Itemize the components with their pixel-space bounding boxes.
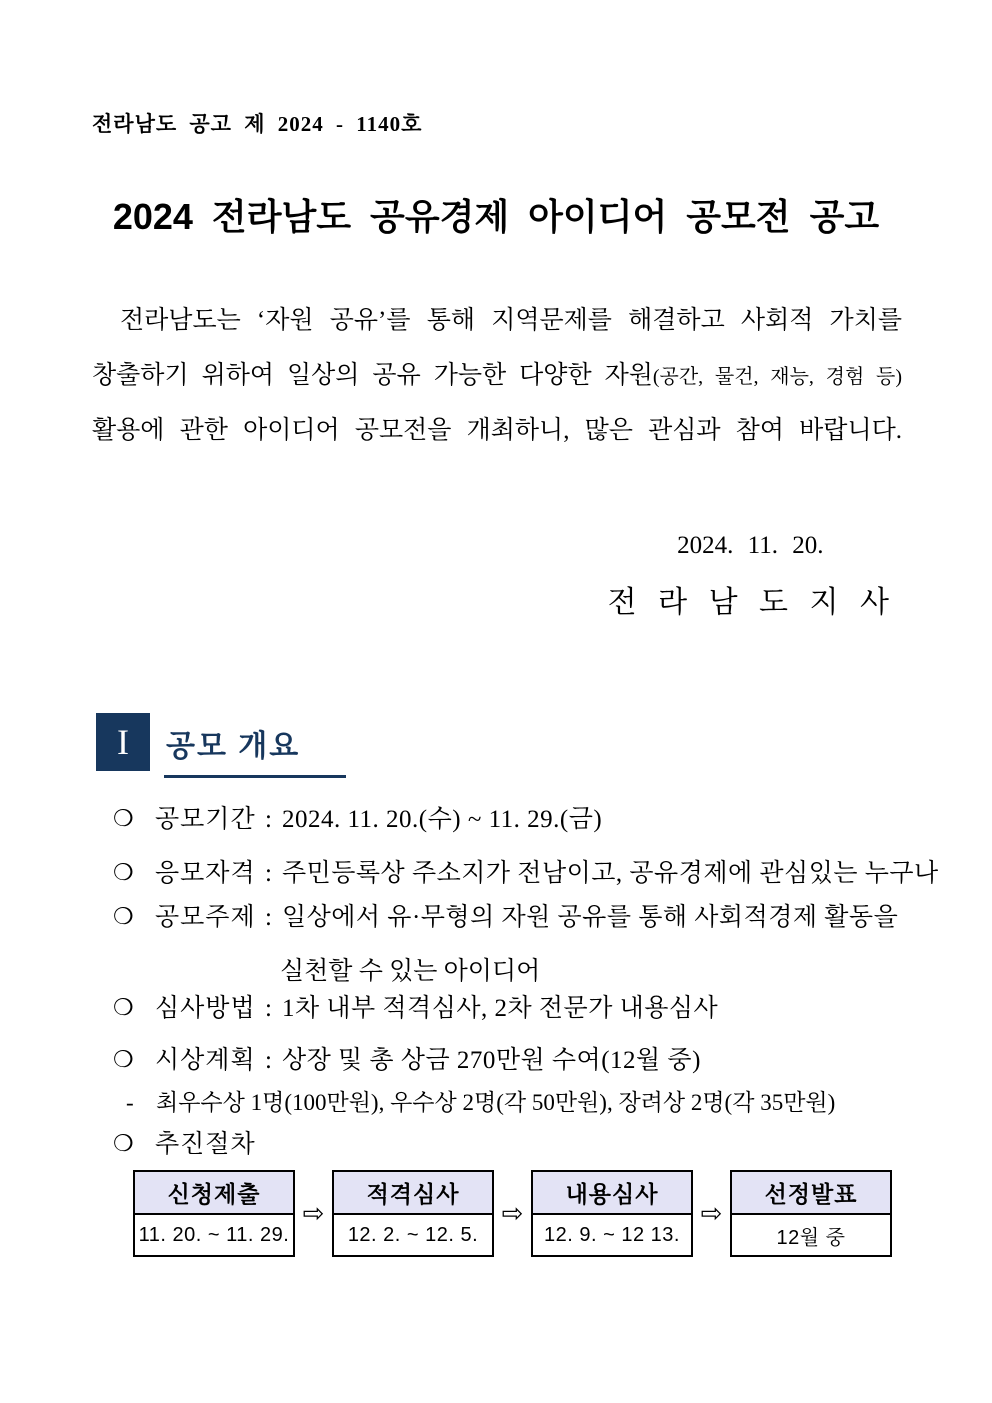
intro-line-2-paren: (공간, 물건, 재능, 경험 등) <box>652 366 902 388</box>
announcement-date: 2024. 11. 20. <box>677 532 824 559</box>
bullet-value: 주민등록상 주소지가 전남이고, 공유경제에 관심있는 누구나 <box>281 860 939 887</box>
intro-paragraph <box>92 293 902 458</box>
section-header <box>96 713 346 778</box>
page-title: 2024 전라남도 공유경제 아이디어 공모전 공고 <box>112 196 880 237</box>
bullet-colon: : <box>265 904 272 931</box>
bullet-item-period <box>113 799 912 835</box>
bullet-item-judging <box>113 988 912 1024</box>
circle-bullet-icon: ❍ <box>113 806 134 831</box>
bullet-label: 심사방법 <box>155 995 256 1022</box>
bullet-colon: : <box>265 1047 272 1074</box>
flow-step-period: 12월 중 <box>776 1226 846 1249</box>
circle-bullet-icon: ❍ <box>113 1131 134 1156</box>
flow-step-period: 12. 2. ~ 12. 5. <box>347 1223 479 1246</box>
bullet-label: 시상계획 <box>155 1047 256 1074</box>
bullet-item-procedure <box>113 1124 912 1160</box>
circle-bullet-icon: ❍ <box>113 995 134 1020</box>
procedure-flow <box>133 1170 892 1257</box>
flow-step-title: 신청제출 <box>135 1172 293 1215</box>
governor-signature: 전 라 남 도 지 사 <box>607 586 893 619</box>
flow-step-period: 11. 20. ~ 11. 29. <box>138 1223 290 1246</box>
bullet-value: 1차 내부 적격심사, 2차 전문가 내용심사 <box>281 995 719 1022</box>
bullet-item-awards <box>113 1040 912 1076</box>
bullet-label: 응모자격 <box>155 860 256 887</box>
award-detail-line <box>126 1084 912 1117</box>
doc-number: 전라남도 공고 제 2024 - 1140호 <box>92 112 423 136</box>
bullet-value: 일상에서 유·무형의 자원 공유를 통해 사회적경제 활동을 <box>281 904 899 931</box>
circle-bullet-icon: ❍ <box>113 904 134 929</box>
intro-line-3: 활용에 관한 아이디어 공모전을 개최하니, 많은 관심과 참여 바랍니다. <box>92 417 902 444</box>
award-detail-text: 최우수상 1명(100만원), 우수상 2명(각 50만원), 장려상 2명(각 35만원) <box>156 1090 836 1115</box>
intro-line-2 <box>92 348 902 403</box>
dash-bullet-icon: - <box>126 1090 134 1115</box>
right-arrow-icon: ⇨ <box>700 1198 723 1229</box>
bullet-label: 공모주제 <box>155 904 256 931</box>
section-title: 공모 개요 <box>166 730 301 763</box>
bullet-item-theme-continued: 실천할 수 있는 아이디어 <box>280 958 541 985</box>
circle-bullet-icon: ❍ <box>113 860 134 885</box>
flow-step-title: 적격심사 <box>334 1172 492 1215</box>
flow-step-period: 12. 9. ~ 12 13. <box>544 1223 680 1246</box>
bullet-label: 추진절차 <box>155 1131 256 1158</box>
right-arrow-icon: ⇨ <box>501 1198 524 1229</box>
flow-step-submission <box>133 1170 295 1257</box>
bullet-colon: : <box>265 995 272 1022</box>
bullet-value: 2024. 11. 20.(수) ~ 11. 29.(금) <box>281 806 603 833</box>
intro-line-1: 전라남도는 ‘자원 공유’를 통해 지역문제를 해결하고 사회적 가치를 <box>120 307 902 334</box>
bullet-item-theme <box>113 897 912 933</box>
intro-line-2-main: 창출하기 위하여 일상의 공유 가능한 다양한 자원 <box>92 362 653 389</box>
flow-step-content-review <box>531 1170 693 1257</box>
date-signature-block <box>608 532 893 621</box>
flow-step-title: 선정발표 <box>732 1172 890 1215</box>
bullet-item-eligibility <box>113 853 939 889</box>
bullet-label: 공모기간 <box>155 806 256 833</box>
bullet-colon: : <box>265 860 272 887</box>
right-arrow-icon: ⇨ <box>302 1198 325 1229</box>
section-numeral-badge: I <box>96 713 150 771</box>
flow-step-title: 내용심사 <box>533 1172 691 1215</box>
flow-step-announcement <box>730 1170 892 1257</box>
bullet-colon: : <box>265 806 272 833</box>
section-title-underline <box>164 719 346 778</box>
circle-bullet-icon: ❍ <box>113 1047 134 1072</box>
bullet-value: 상장 및 총 상금 270만원 수여(12월 중) <box>281 1047 701 1074</box>
flow-step-qualification <box>332 1170 494 1257</box>
